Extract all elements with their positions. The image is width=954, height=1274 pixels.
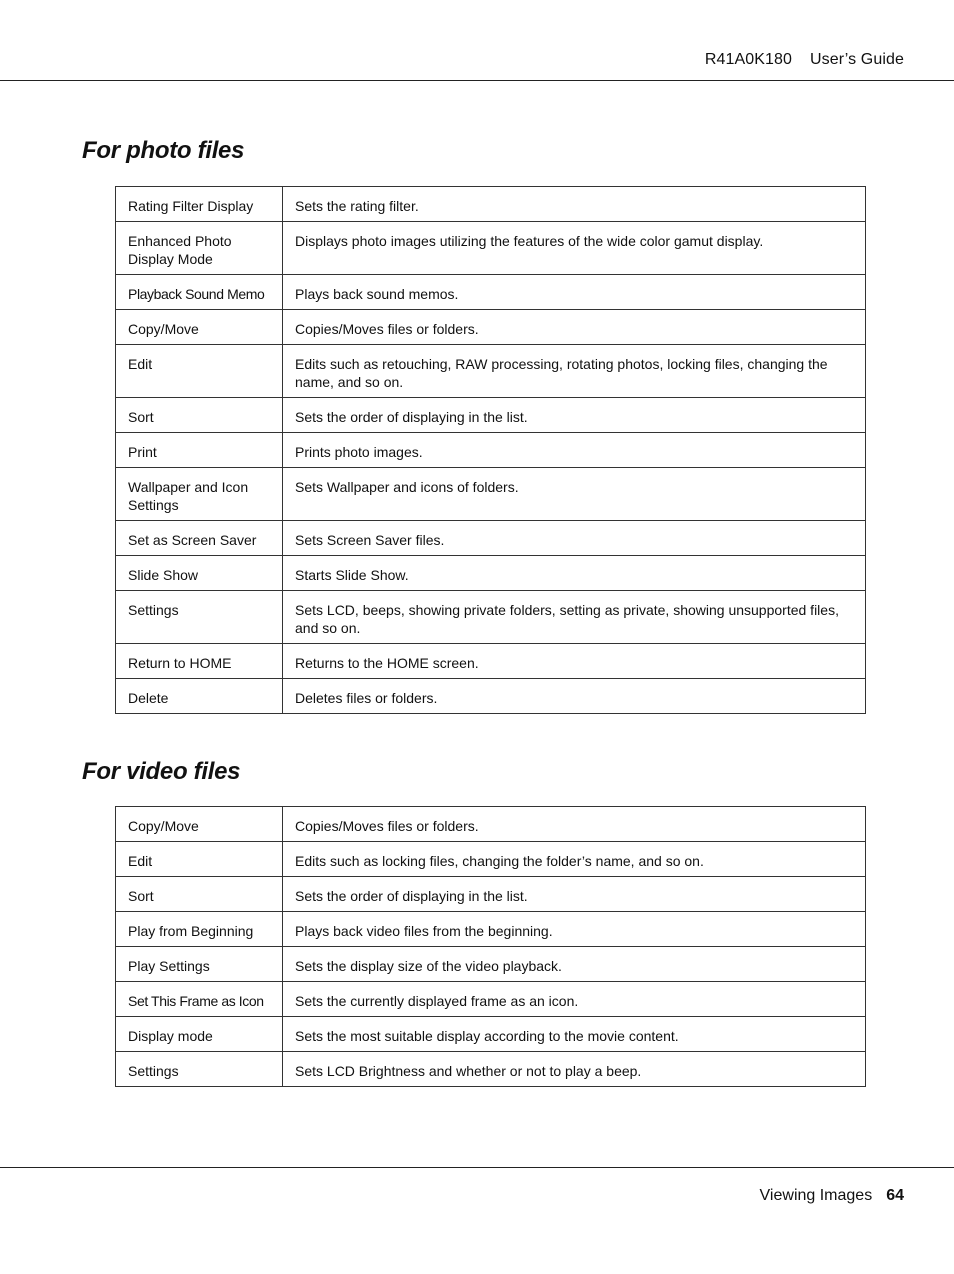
table-row xyxy=(116,644,866,679)
video-menu-table xyxy=(115,806,866,1087)
table-row xyxy=(116,947,866,982)
table-row xyxy=(116,679,866,714)
menu-item-description: Plays back video files from the beginning. xyxy=(283,912,866,947)
menu-item-name: Copy/Move xyxy=(116,807,283,842)
table-row xyxy=(116,877,866,912)
menu-item-description: Sets LCD, beeps, showing private folders, setting as private, showing unsupported files, and so on. xyxy=(283,591,866,644)
menu-item-description: Displays photo images utilizing the features of the wide color gamut display. xyxy=(283,222,866,275)
photo-menu-table xyxy=(115,186,866,714)
table-row xyxy=(116,468,866,521)
menu-item-name: Delete xyxy=(116,679,283,714)
guide-title: User’s Guide xyxy=(810,51,904,68)
table-row xyxy=(116,345,866,398)
menu-item-description: Sets the currently displayed frame as an icon. xyxy=(283,982,866,1017)
menu-item-description: Plays back sound memos. xyxy=(283,275,866,310)
table-row xyxy=(116,912,866,947)
table-row xyxy=(116,842,866,877)
table-row xyxy=(116,222,866,275)
menu-item-description: Edits such as retouching, RAW processing, rotating photos, locking files, changing the name, and so on. xyxy=(283,345,866,398)
menu-item-name: Rating Filter Display xyxy=(116,187,283,222)
menu-item-name: Display mode xyxy=(116,1017,283,1052)
menu-item-description: Sets the most suitable display according to the movie content. xyxy=(283,1017,866,1052)
menu-item-name: Sort xyxy=(116,877,283,912)
menu-item-description: Starts Slide Show. xyxy=(283,556,866,591)
menu-item-description: Sets the order of displaying in the list. xyxy=(283,398,866,433)
footer-rule xyxy=(0,1167,954,1168)
menu-item-name: Enhanced Photo Display Mode xyxy=(116,222,283,275)
page-header xyxy=(705,51,904,69)
model-number: R41A0K180 xyxy=(704,51,793,68)
menu-item-name: Edit xyxy=(116,345,283,398)
section-name: Viewing Images xyxy=(759,1187,873,1204)
table-row xyxy=(116,275,866,310)
menu-item-description: Sets LCD Brightness and whether or not to play a beep. xyxy=(283,1052,866,1087)
table-row xyxy=(116,556,866,591)
menu-item-name: Playback Sound Memo xyxy=(116,275,283,310)
table-row xyxy=(116,982,866,1017)
menu-item-description: Copies/Moves files or folders. xyxy=(283,310,866,345)
menu-item-description: Returns to the HOME screen. xyxy=(283,644,866,679)
table-row xyxy=(116,807,866,842)
table-row xyxy=(116,1017,866,1052)
menu-item-description: Prints photo images. xyxy=(283,433,866,468)
menu-item-name: Set This Frame as Icon xyxy=(116,982,283,1017)
menu-item-description: Sets Screen Saver files. xyxy=(283,521,866,556)
table-row xyxy=(116,1052,866,1087)
menu-item-description: Edits such as locking files, changing the folder’s name, and so on. xyxy=(283,842,866,877)
menu-item-name: Play Settings xyxy=(116,947,283,982)
table-row xyxy=(116,591,866,644)
menu-item-name: Play from Beginning xyxy=(116,912,283,947)
menu-item-description: Sets the order of displaying in the list. xyxy=(283,877,866,912)
page-number: 64 xyxy=(886,1187,904,1204)
video-section-heading: For video files xyxy=(82,758,241,785)
header-rule xyxy=(0,80,954,81)
table-row xyxy=(116,521,866,556)
menu-item-name: Sort xyxy=(116,398,283,433)
page-footer xyxy=(760,1187,904,1205)
menu-item-name: Settings xyxy=(116,591,283,644)
menu-item-name: Settings xyxy=(116,1052,283,1087)
menu-item-name: Wallpaper and Icon Settings xyxy=(116,468,283,521)
menu-item-description: Deletes files or folders. xyxy=(283,679,866,714)
table-row xyxy=(116,310,866,345)
menu-item-name: Slide Show xyxy=(116,556,283,591)
menu-item-name: Copy/Move xyxy=(116,310,283,345)
photo-section-heading: For photo files xyxy=(82,137,245,164)
menu-item-name: Edit xyxy=(116,842,283,877)
menu-item-description: Sets Wallpaper and icons of folders. xyxy=(283,468,866,521)
menu-item-description: Sets the display size of the video playback. xyxy=(283,947,866,982)
table-row xyxy=(116,398,866,433)
menu-item-name: Set as Screen Saver xyxy=(116,521,283,556)
menu-item-description: Copies/Moves files or folders. xyxy=(283,807,866,842)
menu-item-name: Return to HOME xyxy=(116,644,283,679)
table-row xyxy=(116,433,866,468)
menu-item-description: Sets the rating filter. xyxy=(283,187,866,222)
table-row xyxy=(116,187,866,222)
menu-item-name: Print xyxy=(116,433,283,468)
